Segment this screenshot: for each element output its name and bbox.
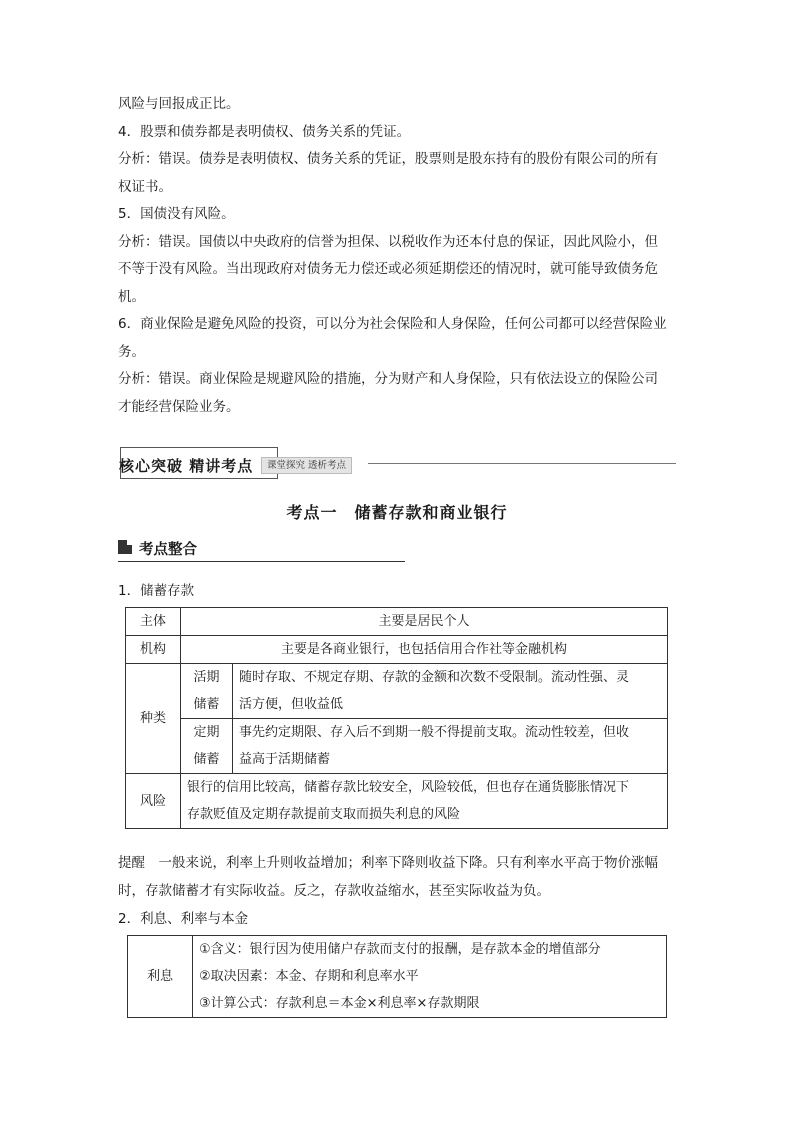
statement-5: 5．国债没有风险。 — [118, 206, 235, 222]
text-line: 风险与回报成正比。 — [118, 96, 240, 112]
time-label-l2: 储蓄 — [193, 752, 220, 767]
demand-label-l2: 储蓄 — [193, 697, 220, 712]
table-row — [126, 608, 668, 636]
demand-desc-l2: 活方便，但收益低 — [239, 697, 344, 712]
time-label — [181, 719, 233, 774]
subject-value: 主要是居民个人 — [181, 608, 668, 636]
table-row — [128, 936, 667, 1018]
table-row — [126, 719, 668, 774]
table-row — [126, 774, 668, 829]
row-head-interest: 利息 — [128, 936, 193, 1018]
demand-desc — [233, 664, 668, 719]
interest-factors: ②取决因素：本金、存期和利息率水平 — [199, 969, 419, 984]
row-head-type: 种类 — [126, 664, 181, 774]
item-1-title: 1．储蓄存款 — [118, 583, 195, 599]
time-desc-l2: 益高于活期储蓄 — [239, 752, 331, 767]
tip-line-1: 提醒 一般来说，利率上升则收益增加；利率下降则收益下降。只有利率水平高于物价涨幅 — [118, 855, 658, 871]
analysis-6-cont: 才能经营保险业务。 — [118, 399, 240, 415]
demand-label — [181, 664, 233, 719]
risk-desc-l2: 存款贬值及定期存款提前支取而损失利息的风险 — [187, 807, 461, 822]
risk-desc — [181, 774, 668, 829]
section-title: 考点一 储蓄存款和商业银行 — [286, 503, 508, 522]
sub-heading: 考点整合 — [139, 542, 197, 558]
institution-value: 主要是各商业银行，也包括信用合作社等金融机构 — [181, 636, 668, 664]
statement-6-cont: 务。 — [118, 344, 145, 360]
risk-desc-l1: 银行的信用比较高，储蓄存款比较安全，风险较低，但也存在通货膨胀情况下 — [187, 780, 630, 795]
table-row — [126, 636, 668, 664]
interest-meaning: ①含义：银行因为使用储户存款而支付的报酬，是存款本金的增值部分 — [199, 942, 601, 957]
demand-desc-l1: 随时存取、不规定存期、存款的金额和次数不受限制。流动性强、灵 — [239, 670, 630, 685]
interest-formula: ③计算公式：存款利息＝本金×利息率×存款期限 — [199, 996, 480, 1011]
time-label-l1: 定期 — [193, 725, 220, 740]
banner-title: 核心突破 精讲考点 — [119, 457, 254, 475]
analysis-5-cont: 不等于没有风险。当出现政府对债务无力偿还或必须延期偿还的情况时，就可能导致债务危 — [118, 261, 658, 277]
interest-desc — [193, 936, 667, 1018]
banner-tag: 课堂探究 透析考点 — [261, 457, 352, 474]
time-desc — [233, 719, 668, 774]
demand-label-l1: 活期 — [193, 670, 220, 685]
row-head-risk: 风险 — [126, 774, 181, 829]
row-head-institution: 机构 — [126, 636, 181, 664]
analysis-5-cont: 机。 — [118, 289, 145, 305]
analysis-6: 分析：错误。商业保险是规避风险的措施，分为财产和人身保险，只有依法设立的保险公司 — [118, 371, 658, 387]
tip-line-2: 时，存款储蓄才有实际收益。反之，存款收益缩水，甚至实际收益为负。 — [118, 883, 550, 899]
banner-divider — [368, 463, 676, 464]
analysis-4: 分析：错误。债券是表明债权、债务关系的凭证，股票则是股东持有的股份有限公司的所有 — [118, 151, 658, 167]
savings-table — [125, 607, 668, 829]
item-2-title: 2．利息、利率与本金 — [118, 911, 249, 927]
analysis-4-cont: 权证书。 — [118, 179, 172, 195]
sub-heading-underline — [118, 561, 405, 562]
time-desc-l1: 事先约定期限、存入后不到期一般不得提前支取。流动性较差，但收 — [239, 725, 630, 740]
analysis-5: 分析：错误。国债以中央政府的信誉为担保、以税收作为还本付息的保证，因此风险小，但 — [118, 234, 658, 250]
row-head-subject: 主体 — [126, 608, 181, 636]
interest-table — [127, 935, 667, 1018]
statement-4: 4．股票和债券都是表明债权、债务关系的凭证。 — [118, 124, 411, 140]
statement-6: 6．商业保险是避免风险的投资，可以分为社会保险和人身保险，任何公司都可以经营保险业 — [118, 316, 667, 332]
square-bullet-icon — [118, 540, 132, 554]
table-row — [126, 664, 668, 719]
